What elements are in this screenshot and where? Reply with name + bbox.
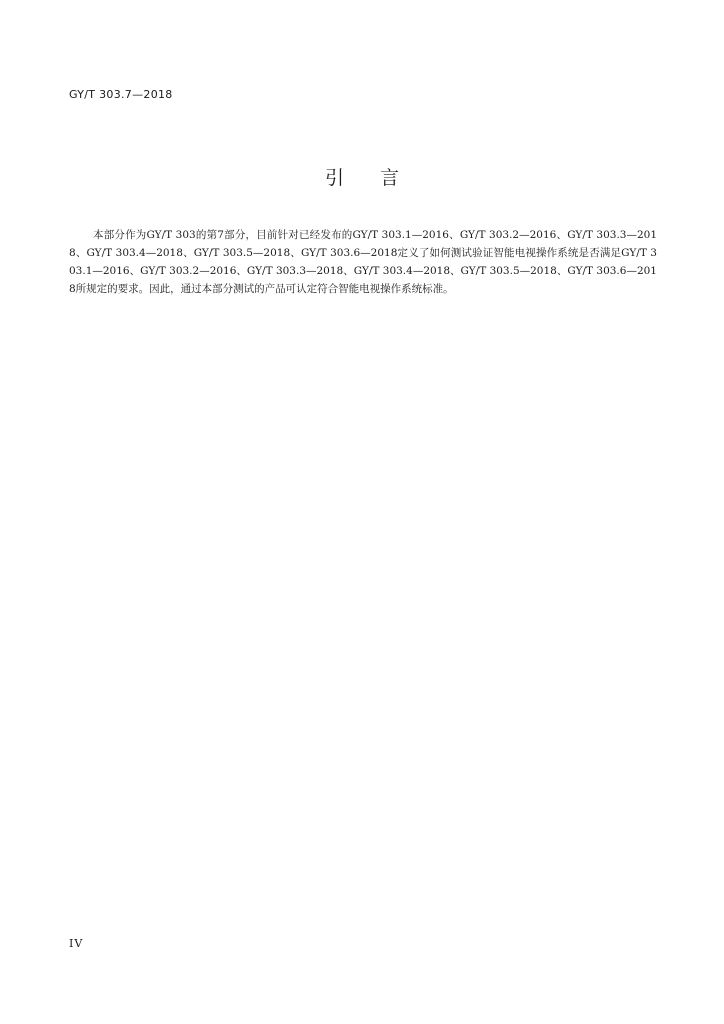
section-title: 引言 <box>324 167 435 189</box>
page-number: IV <box>69 937 84 950</box>
introduction-paragraph: 本部分作为GY/T 303的第7部分，目前针对已经发布的GY/T 303.1—2016、GY/T 303.2—2016、GY/T 303.3—2018、GY/T 303.4—2018、GY/T 303.5—2018、GY/T 303.6—2018定义了如何测试验证智能电视操作系统是否满足GY/T 303.1—2016、GY/T 303.2—2016、GY/T 303.3—2018、GY/T 303.4—2018、GY/T 303.5—2018、GY/T 303.6—2018所规定的要求。因此，通过本部分测试的产品可认定符合智能电视操作系统标准。 <box>69 229 657 295</box>
standard-code-header: GY/T 303.7—2018 <box>69 88 173 101</box>
